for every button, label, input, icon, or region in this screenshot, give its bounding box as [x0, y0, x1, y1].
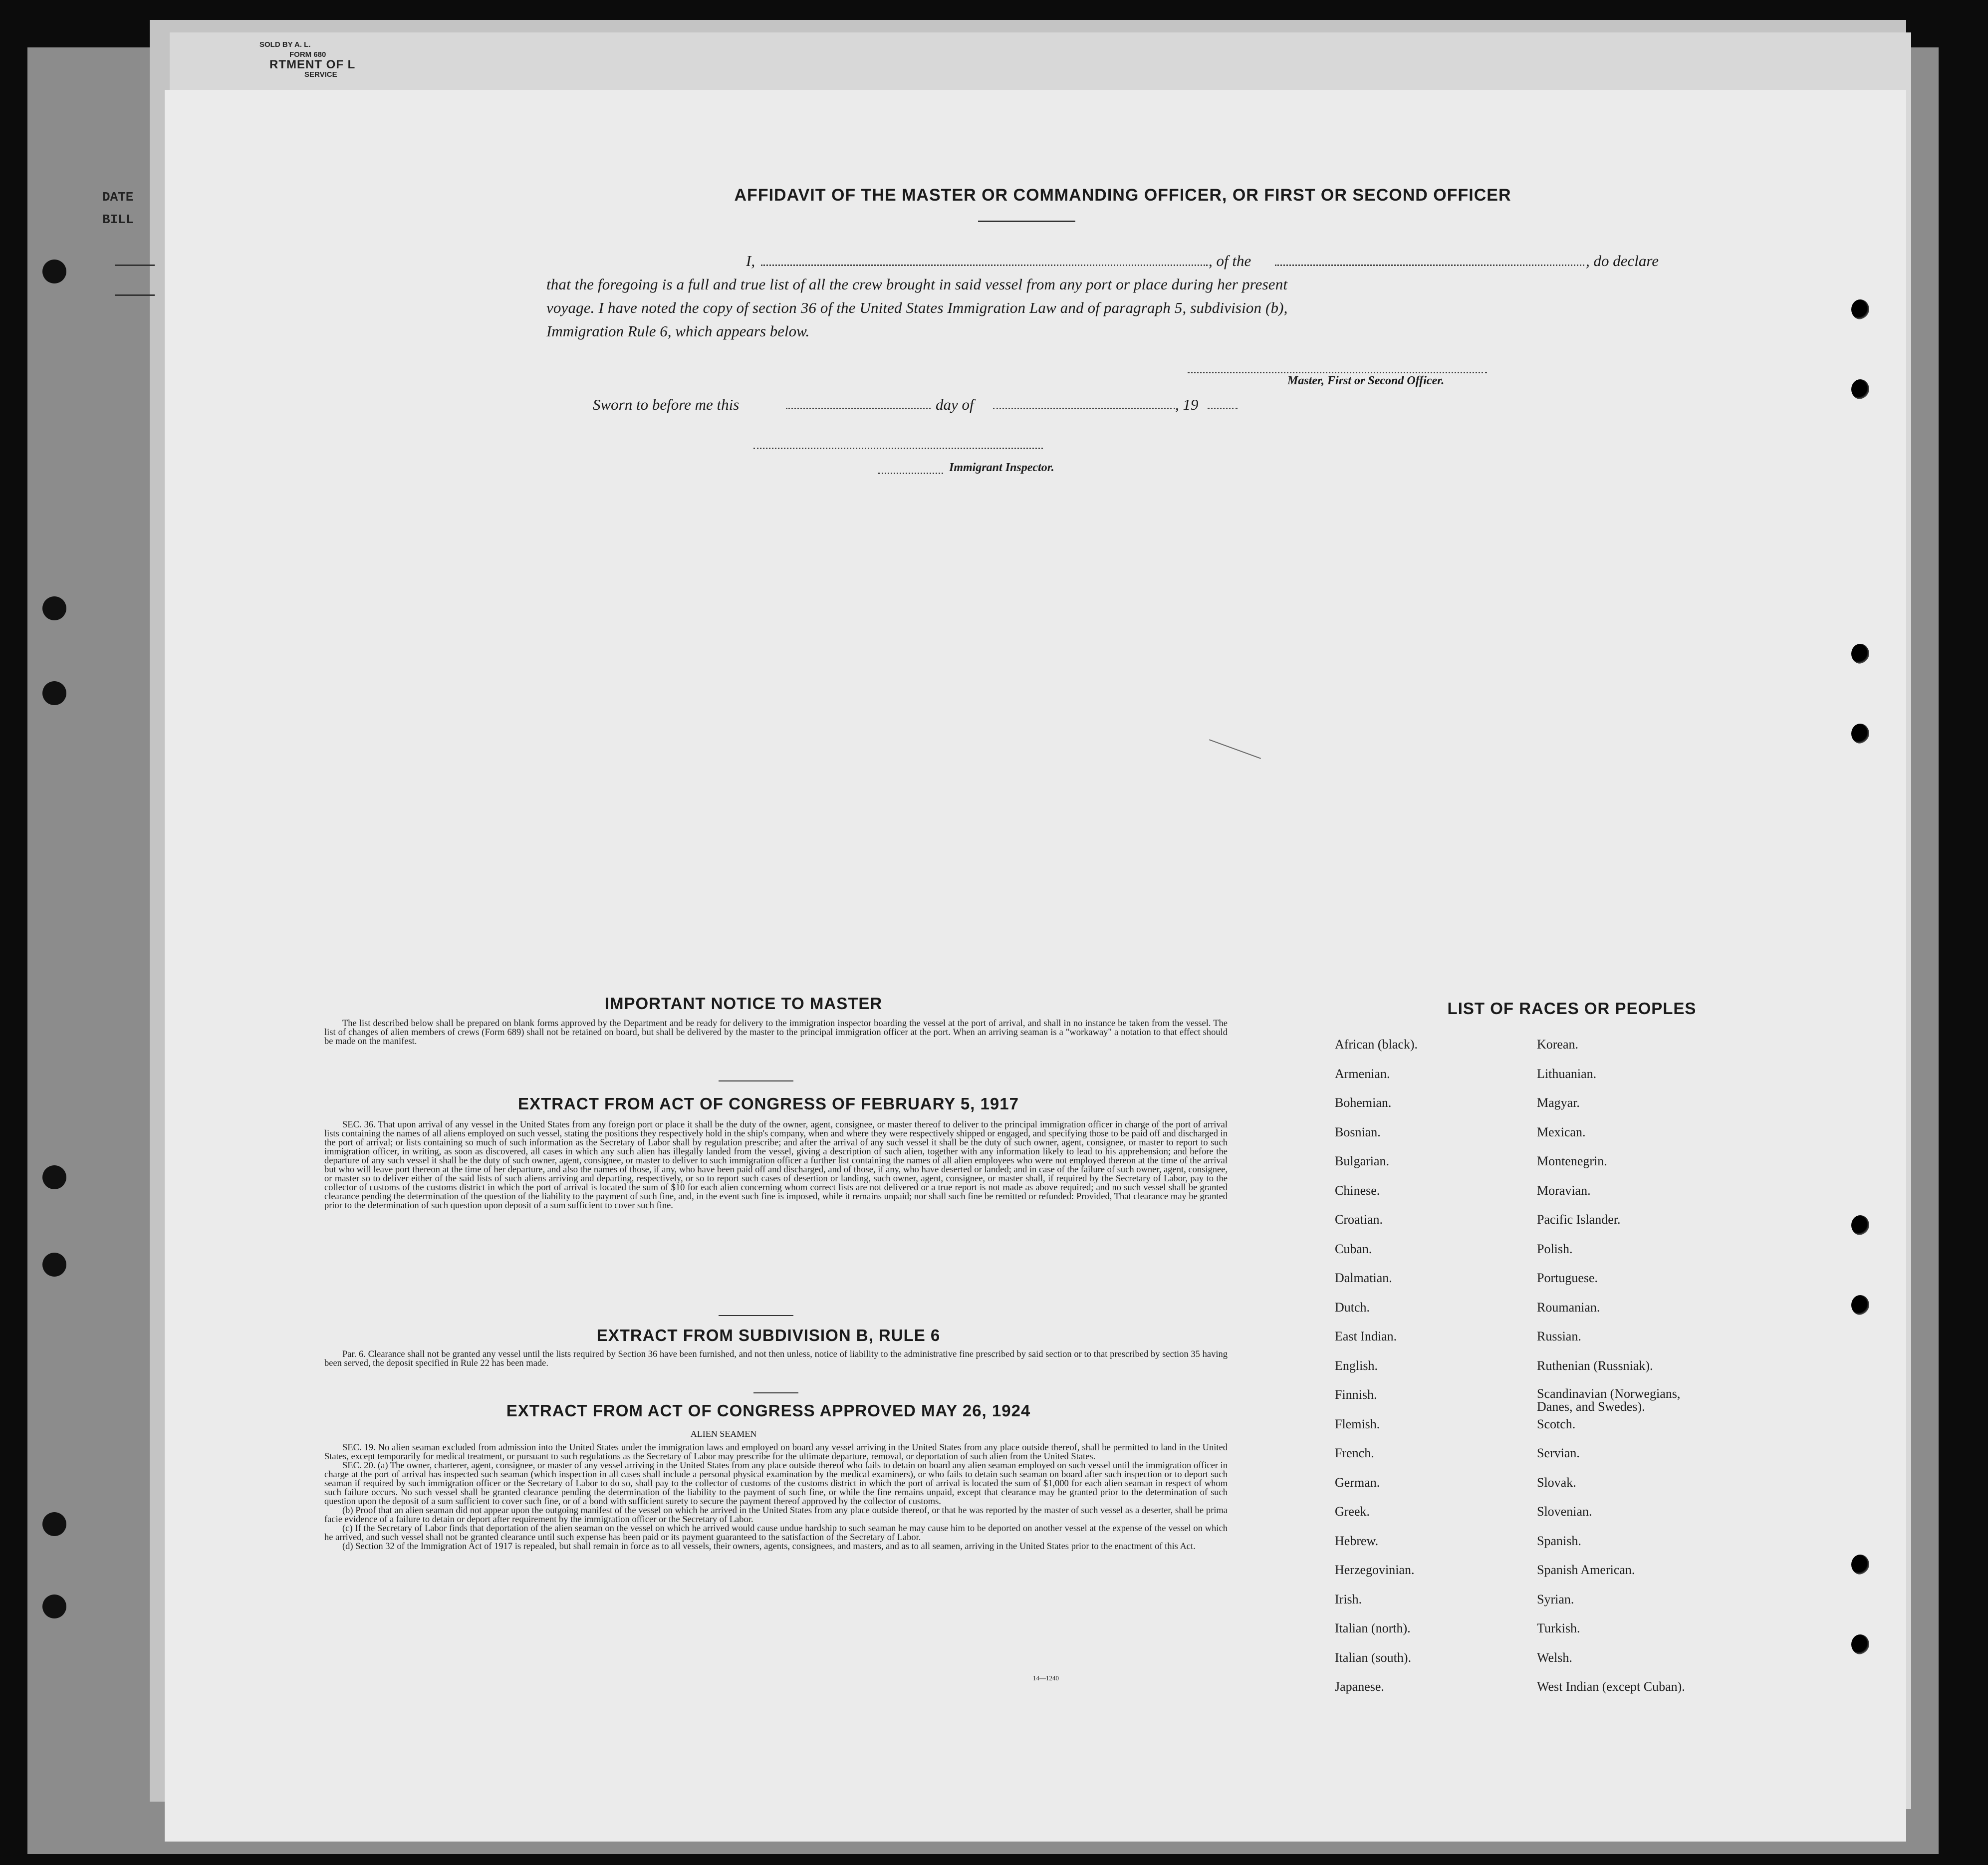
race-item: Chinese. [1335, 1183, 1380, 1198]
race-item: Slovak. [1537, 1475, 1576, 1490]
i-label: I, [746, 252, 755, 269]
race-item: Spanish. [1537, 1533, 1581, 1548]
race-item: Italian (south). [1335, 1650, 1412, 1665]
race-item: Ruthenian (Russniak). [1537, 1358, 1653, 1373]
margin-rule [115, 294, 155, 296]
master-name-field[interactable] [761, 265, 1208, 266]
punch-hole [1851, 644, 1869, 664]
extract-1924-sec20c: (c) If the Secretary of Labor finds that deportation of the alien seaman on the vessel on which he arrived would cause undue hardship to such seaman he may cause him to be deported on another vessel at the expense of the vessel on which he arrived, and such vessel shall not be granted clearance until such expense has been paid or its payment guaranteed to the satisfaction of the Secretary of Labor. [324, 1524, 1228, 1543]
inspector-name-field[interactable] [878, 473, 943, 474]
race-item: Irish. [1335, 1592, 1362, 1606]
section-rule [753, 1392, 798, 1393]
form-stamp: SOLD BY A. L. FORM 680 RTMENT OF L SERVICE [259, 40, 356, 79]
race-item: French. [1335, 1446, 1374, 1460]
extract-rule6-text: Par. 6. Clearance shall not be granted any vessel until the lists required by Section 36 have been furnished, and not then unless, notice of liability to the administrative fine prescribed by said section or to that prescribed by section 35 having been served, the deposit specified in Rule 22 has been made. [324, 1349, 1228, 1368]
race-item: Bulgarian. [1335, 1154, 1390, 1168]
punch-hole [42, 1512, 66, 1536]
punch-hole [42, 1253, 66, 1277]
race-item: Portuguese. [1537, 1271, 1598, 1285]
race-item: Pacific Islander. [1537, 1212, 1621, 1227]
race-item: Dutch. [1335, 1300, 1370, 1315]
race-item: Cuban. [1335, 1241, 1372, 1256]
race-item: Herzegovinian. [1335, 1563, 1415, 1577]
race-item: East Indian. [1335, 1329, 1397, 1343]
inspector-label: Immigrant Inspector. [949, 461, 1054, 474]
race-item: Russian. [1537, 1329, 1581, 1343]
punch-hole [1851, 299, 1869, 319]
extract-1917-text: SEC. 36. That upon arrival of any vessel in the United States from any foreign port or place it shall be the duty of the owner, agent, consignee, or master thereof to deliver to the principal immigration officer in charge of the port of arrival lists containing the names of all aliens employed on such vessel, stating the positions they respectively hold in the ship's company, when and where they were respectively shipped or engaged, and specifying those to be paid off and discharged in the port of arrival; or lists containing so much of such information as the Secretary of Labor shall by regulation prescribe; and after the arrival of any such vessel it shall be the duty of such owner, agent, consignee, or master to report to such immigration officer, in writing, as soon as discovered, all cases in which any such alien has illegally landed from the vessel, giving a description of such alien, together with any information likely to lead to his apprehension; and before the departure of any such vessel it shall be the duty of such owner, agent, consignee, or master to deliver to such immigration officer a further list containing the names of all alien employees who were not employed thereon at the time of the arrival but who will leave port thereon at the time of her departure, and also the names of those, if any, who have been paid off and discharged, and of those, if any, who have deserted or landed; and in case of the failure of such owner, agent, consignee, or master so to deliver either of the said lists of such aliens arriving and departing, respectively, or so to report such cases of desertion or landing, such owner, agent, consignee, or master shall, if required by the Secretary of Labor, pay to the collector of customs of the customs district in which the port of arrival is located the sum of $10 for each alien concerning whom correct lists are not delivered or a true report is not made as above required; and no such vessel shall be granted clearance pending the determination of the question of the liability to the payment of such fine, and, in the event such fine is imposed, while it remains unpaid; nor shall such fine be remitted or refunded: Provided, That clearance may be granted prior to the determination of such question upon deposit of a sum sufficient to cover such fine. [324, 1120, 1228, 1211]
notice-title: IMPORTANT NOTICE TO MASTER [604, 994, 883, 1013]
pen-mark [1209, 739, 1261, 759]
race-item: Dalmatian. [1335, 1271, 1392, 1285]
affidavit-line-4: Immigration Rule 6, which appears below. [546, 322, 810, 340]
race-item: Moravian. [1537, 1183, 1591, 1198]
day-of-label: day of [936, 396, 974, 413]
race-item: Mexican. [1537, 1124, 1586, 1139]
extract-rule6-title: EXTRACT FROM SUBDIVISION B, RULE 6 [596, 1326, 941, 1344]
extract-1917-title: EXTRACT FROM ACT OF CONGRESS OF FEBRUARY 5, 1917 [518, 1094, 1019, 1113]
punch-hole [1851, 379, 1869, 399]
punch-hole [1851, 724, 1869, 744]
margin-rule [115, 265, 155, 266]
punch-hole [1851, 1555, 1869, 1575]
race-item: Slovenian. [1537, 1504, 1592, 1519]
punch-hole [42, 596, 66, 620]
vessel-name-field[interactable] [1275, 265, 1584, 266]
race-item: Spanish American. [1537, 1563, 1635, 1577]
title-rule [978, 221, 1075, 222]
race-item: Lithuanian. [1537, 1066, 1597, 1081]
affidavit-title: AFFIDAVIT OF THE MASTER OR COMMANDING OFFICER, OR FIRST OR SECOND OFFICER [734, 186, 1511, 205]
inspector-signature-field[interactable] [753, 448, 1043, 449]
race-item: Greek. [1335, 1504, 1370, 1519]
do-declare-label: , do declare [1586, 252, 1659, 269]
section-rule [719, 1080, 793, 1081]
race-item: Croatian. [1335, 1212, 1383, 1227]
race-item: Turkish. [1537, 1621, 1580, 1635]
race-item: Polish. [1537, 1241, 1573, 1256]
alien-seamen-subtitle: ALIEN SEAMEN [690, 1429, 757, 1439]
race-item: Syrian. [1537, 1592, 1574, 1606]
extract-1924-sec20d: (d) Section 32 of the Immigration Act of 1917 is repealed, but shall remain in force as to all vessels, their owners, agents, consignees, and masters, and as to all seamen, arriving in the United States prior to the enactment of this Act. [342, 1542, 1196, 1552]
punch-hole [42, 260, 66, 283]
race-item: Flemish. [1335, 1416, 1380, 1431]
sworn-day-field[interactable] [786, 408, 931, 409]
extract-1924-text [324, 1443, 1228, 1551]
extract-1924-sec20a: SEC. 20. (a) The owner, charterer, agent, consignee, or master of any vessel arriving in the United States from any place outside thereof who fails to detain on board any alien seaman employed on such vessel until the immigration officer in charge at the port of arrival has inspected such seaman (which inspection in all cases shall include a personal physical examination by the medical examiners), or who fails to detain such seaman on board after such inspection or to deport such seaman if required by such immigration officer or the Secretary of Labor to do so, shall pay to the collector of customs of the customs district in which the port of arrival is located the sum of $1,000 for each alien seaman in respect of whom such failure occurs. No such vessel shall be granted clearance pending the determination of the liability to the payment of such fine, or while the fine remains unpaid, except that clearance may be granted prior to the determination of such question upon the deposit of a sum sufficient to cover such fine, or of a bond with sufficient surety to secure the payment thereof approved by the collector of customs. [324, 1461, 1228, 1507]
form-sheet [165, 90, 1906, 1842]
sworn-month-field[interactable] [993, 408, 1175, 409]
punch-hole [1851, 1295, 1869, 1315]
races-column-1 [1335, 1037, 1418, 1709]
race-item: Roumanian. [1537, 1300, 1600, 1315]
race-item: West Indian (except Cuban). [1537, 1679, 1685, 1694]
race-item: Bosnian. [1335, 1124, 1381, 1139]
officer-signature-label: Master, First or Second Officer. [1287, 374, 1445, 387]
races-column-2 [1537, 1037, 1707, 1709]
section-rule [719, 1315, 793, 1316]
form-number: 14—1240 [1033, 1674, 1059, 1682]
affidavit-line-2: that the foregoing is a full and true list of all the crew brought in said vessel from any port or place during her present [546, 275, 1288, 293]
race-item: Armenian. [1335, 1066, 1390, 1081]
margin-label-bill: BILL [102, 212, 134, 227]
race-item: Italian (north). [1335, 1621, 1411, 1635]
year-label: , 19 [1175, 396, 1199, 413]
race-item: Magyar. [1537, 1095, 1580, 1110]
race-item: Japanese. [1335, 1679, 1384, 1694]
race-item: Bohemian. [1335, 1095, 1392, 1110]
punch-hole [42, 1595, 66, 1618]
race-item: Servian. [1537, 1446, 1580, 1460]
extract-1924-title: EXTRACT FROM ACT OF CONGRESS APPROVED MAY 26, 1924 [506, 1401, 1031, 1420]
race-item: English. [1335, 1358, 1378, 1373]
race-item: Scotch. [1537, 1416, 1576, 1431]
race-item: Scandinavian (Norwegians, Danes, and Swedes). [1537, 1386, 1681, 1414]
officer-signature-field[interactable] [1188, 372, 1487, 373]
punch-hole [42, 1165, 66, 1189]
races-title: LIST OF RACES OR PEOPLES [1447, 999, 1697, 1018]
extract-1924-sec20b: (b) Proof that an alien seaman did not appear upon the outgoing manifest of the vessel on which he arrived in the United States from any place outside thereof, or that he was reported by the master of such vessel as a deserter, shall be prima facie evidence of a failure to detain or deport after requirement by the immigration officer or the Secretary of Labor. [324, 1506, 1228, 1525]
race-item: Finnish. [1335, 1387, 1377, 1402]
extract-1924-sec19: SEC. 19. No alien seaman excluded from admission into the United States under the immigration laws and employed on board any vessel arriving in the United States from any place outside thereof, shall be permitted to land in the United States, except temporarily for medical treatment, or pursuant to such regulations as the Secretary of Labor may prescribe for the ultimate departure, removal, or deportation of such alien from the United States. [324, 1443, 1228, 1462]
margin-label-date: DATE [102, 190, 134, 205]
sworn-year-field[interactable] [1208, 408, 1238, 409]
punch-hole [1851, 1634, 1869, 1654]
notice-text: The list described below shall be prepared on blank forms approved by the Department and be ready for delivery to the immigration inspector boarding the vessel at the port of arrival, and shall in no instance be taken from the vessel. The list of changes of alien members of crews (Form 689) shall not be retained on board, but shall be delivered by the master to the principal immigration officer at the port. When an arriving seaman is a "workaway" a notation to that effect should be made on the manifest. [324, 1019, 1228, 1047]
race-item: African (black). [1335, 1037, 1418, 1052]
of-the-label: , of the [1209, 252, 1251, 269]
race-item: Korean. [1537, 1037, 1579, 1052]
punch-hole [42, 681, 66, 705]
sworn-label: Sworn to before me this [593, 396, 740, 413]
race-item: German. [1335, 1475, 1380, 1490]
race-item: Hebrew. [1335, 1533, 1379, 1548]
affidavit-line-3: voyage. I have noted the copy of section 36 of the United States Immigration Law and of paragraph 5, subdivision (b), [546, 299, 1288, 316]
race-item: Montenegrin. [1537, 1154, 1607, 1168]
punch-hole [1851, 1215, 1869, 1235]
race-item: Welsh. [1537, 1650, 1572, 1665]
